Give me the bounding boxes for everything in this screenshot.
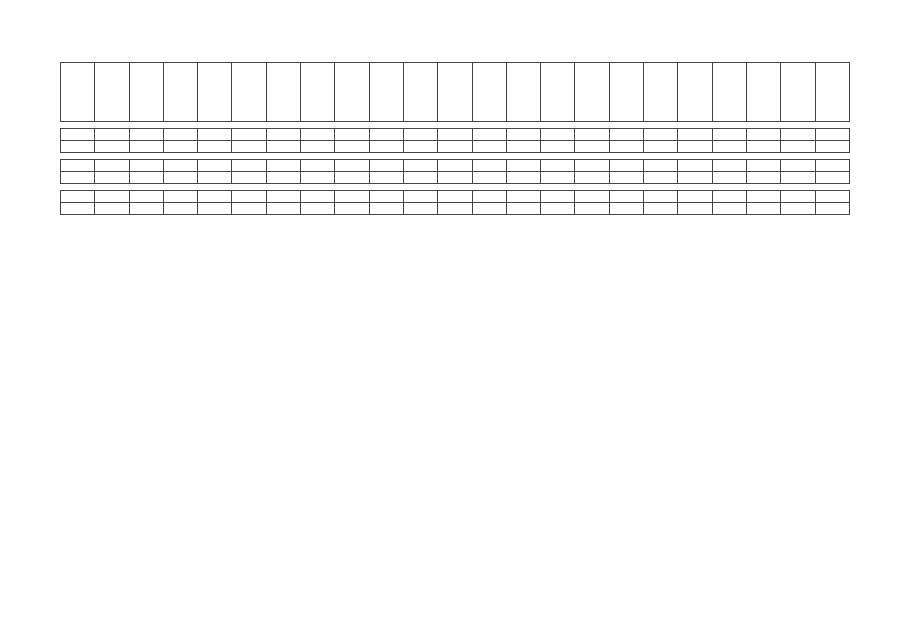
layout-only-table (60, 62, 850, 215)
document-table (60, 62, 850, 582)
header-row (61, 63, 850, 122)
